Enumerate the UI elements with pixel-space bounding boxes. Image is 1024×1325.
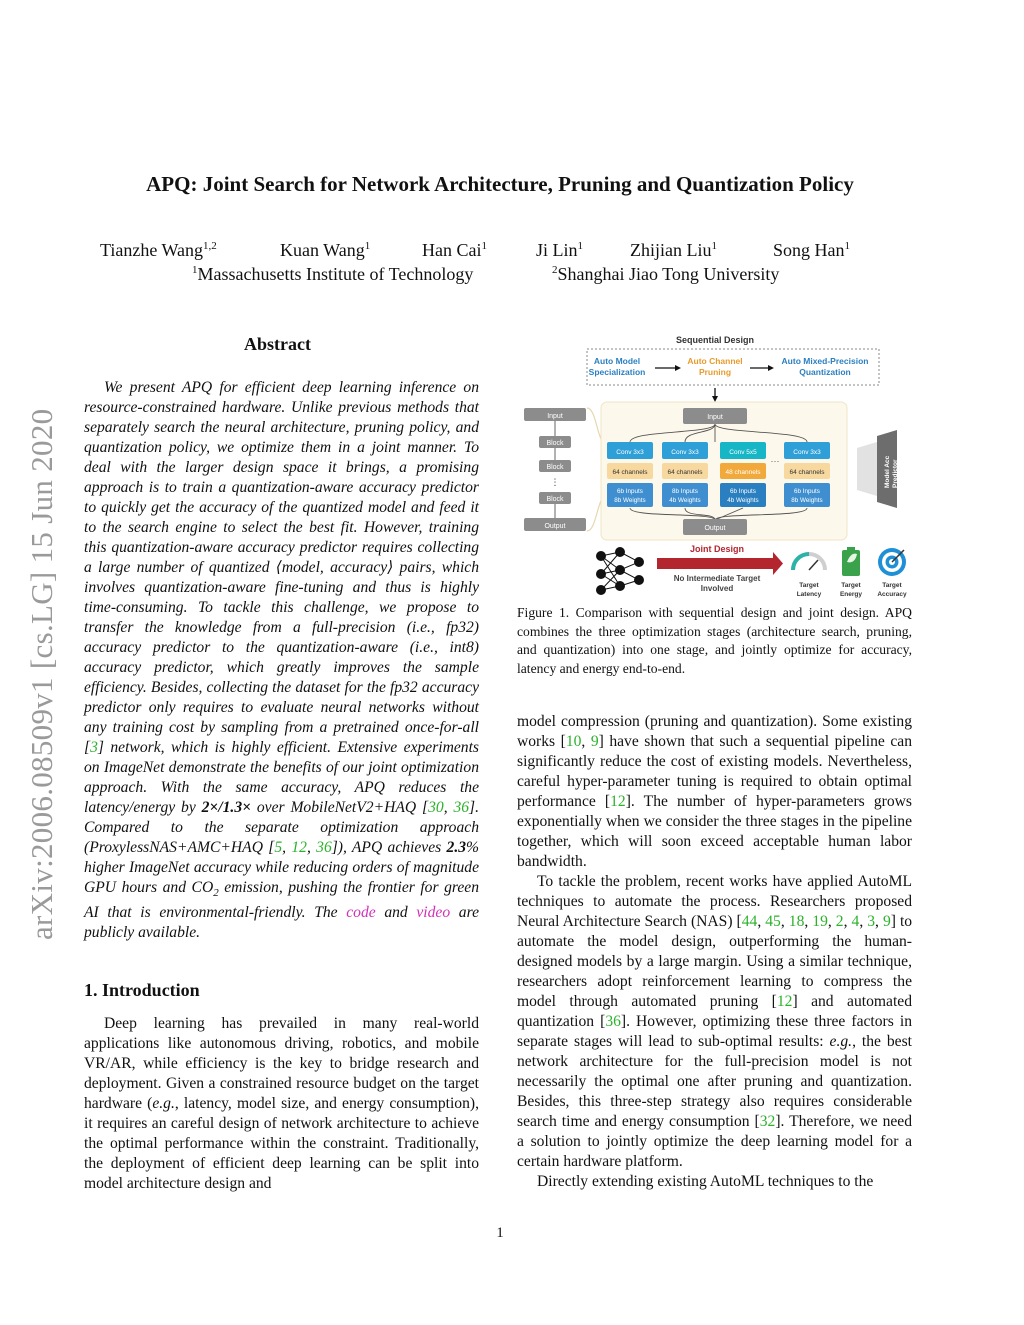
channel-label: 64 channels xyxy=(612,469,648,476)
citation-link[interactable]: 19 xyxy=(812,913,828,930)
author: Tianzhe Wang$^{1,2}$ xyxy=(100,240,217,260)
net-block-label: Block xyxy=(546,440,564,447)
target-energy-label: Target xyxy=(841,582,861,589)
conv-label: Conv 5x5 xyxy=(729,449,757,456)
joint-design-label: Joint Design xyxy=(689,544,745,554)
citation-link[interactable]: 10 xyxy=(565,733,582,750)
predictor-label-2: Predictor xyxy=(892,459,899,488)
citation-link[interactable]: 12 xyxy=(291,839,307,856)
conv-label: Conv 3x3 xyxy=(671,449,699,456)
stage-mixed-precision-2: Quantization xyxy=(799,367,851,377)
net-dots: ⋮ xyxy=(550,477,560,487)
net-input-label: Input xyxy=(547,413,563,420)
affiliation: $^1$Massachusetts Institute of Technology xyxy=(192,264,474,284)
no-intermediate-label: No Intermediate Target xyxy=(673,574,761,583)
net-block-label: Block xyxy=(546,464,564,471)
sequential-title: Sequential Design xyxy=(675,335,755,345)
target-icon xyxy=(878,548,906,576)
block-input-label: Input xyxy=(707,414,723,421)
page-number: 1 xyxy=(496,1225,504,1241)
channel-label: 64 channels xyxy=(667,469,703,476)
figure-1-diagram xyxy=(517,330,912,600)
citation-link[interactable]: 2 xyxy=(835,913,844,930)
choice-column-2 xyxy=(662,442,708,507)
citation-link[interactable]: 12 xyxy=(776,993,793,1010)
citation-link[interactable]: 36 xyxy=(605,1013,621,1030)
paper-title: APQ: Joint Search for Network Architecture, Pruning and Quantization Policy xyxy=(146,172,854,196)
citation-link[interactable]: 4 xyxy=(851,913,860,930)
citation-link[interactable]: 9 xyxy=(590,733,599,750)
citation-link[interactable]: 36 xyxy=(453,799,470,816)
intro-heading: 1. Introduction xyxy=(84,980,200,1000)
bits-weight-label: 8b Weights xyxy=(614,497,646,504)
target-energy-label-2: Energy xyxy=(839,591,863,598)
choice-column-3-selected xyxy=(720,442,766,507)
bits-weight-label: 8b Weights xyxy=(791,497,823,504)
citation-link[interactable]: 32 xyxy=(759,1113,776,1130)
net-output-label: Output xyxy=(544,523,566,530)
bits-input-label: 6b Inputs xyxy=(617,488,643,495)
choice-column-1 xyxy=(607,442,653,507)
bits-input-label: 6b Inputs xyxy=(730,488,756,495)
author: Ji Lin$^1$ xyxy=(536,240,584,260)
stage-model-specialization: Auto Model xyxy=(593,356,641,366)
citation-link[interactable]: 3 xyxy=(90,739,98,756)
author: Han Cai$^1$ xyxy=(422,240,487,260)
citation-link[interactable]: 30 xyxy=(428,799,444,816)
citation-link[interactable]: 36 xyxy=(316,839,332,856)
bits-input-label: 6b Inputs xyxy=(794,488,820,495)
stage-channel-pruning-2: Pruning xyxy=(698,367,732,377)
author: Song Han$^1$ xyxy=(773,240,850,260)
choice-column-4 xyxy=(784,442,830,507)
author: Kuan Wang$^1$ xyxy=(280,240,371,260)
citation-link[interactable]: 3 xyxy=(867,913,876,930)
battery-icon xyxy=(842,547,860,576)
citation-link[interactable]: 12 xyxy=(610,793,626,810)
stage-channel-pruning: Auto Channel xyxy=(687,356,743,366)
predictor-label: Model Acc xyxy=(884,455,891,488)
channel-label: 64 channels xyxy=(789,469,825,476)
citation-link[interactable]: 18 xyxy=(788,913,805,930)
stage-model-specialization-2: Specialization xyxy=(588,367,646,377)
net-block-label: Block xyxy=(546,496,564,503)
joint-design-arrow xyxy=(657,558,773,569)
channel-label: 48 channels xyxy=(725,469,761,476)
abstract-heading: Abstract xyxy=(244,334,311,354)
citation-link[interactable]: 5 xyxy=(274,839,283,856)
author: Zhijian Liu$^1$ xyxy=(630,240,717,260)
target-latency-label-2: Latency xyxy=(796,591,822,598)
neural-network-icon xyxy=(597,548,644,595)
no-intermediate-label-2: Involved xyxy=(700,584,734,593)
bits-input-label: 8b Inputs xyxy=(672,488,698,495)
code-link[interactable]: code xyxy=(346,904,376,922)
intro-body: Deep learning has prevailed in many real-world applications like autonomous driving, robotics, and mobile VR/AR, while efficiency is the key to bridge research and deployment. Given a constrained resource budget on the target hardware (e.g., latency, model size, and energy consumption), it requires an careful design of network architecture to achieve the optimal performance within the constraint. Traditionally, the deployment of efficient deep learning can be split into model architecture design and xyxy=(84,1015,479,1192)
citation-link[interactable]: 45 xyxy=(765,913,781,930)
target-latency-label: Target xyxy=(799,582,819,589)
bits-weight-label: 4b Weights xyxy=(669,497,701,504)
citation-link[interactable]: 44 xyxy=(741,913,758,930)
affiliation: $^2$Shanghai Jiao Tong University xyxy=(552,264,780,284)
gauge-icon xyxy=(793,554,825,570)
citation-link[interactable]: 9 xyxy=(882,913,891,930)
stage-mixed-precision: Auto Mixed-Precision xyxy=(781,356,869,366)
target-accuracy-label: Target xyxy=(882,582,902,589)
target-accuracy-label-2: Accuracy xyxy=(877,591,907,598)
conv-label: Conv 3x3 xyxy=(616,449,644,456)
block-output-label: Output xyxy=(704,525,726,532)
arxiv-watermark: arXiv:2006.08509v1 [cs.LG] 15 Jun 2020 xyxy=(24,408,59,940)
figure-caption: Figure 1. Comparison with sequential design and joint design. APQ combines the three optimization stages (architecture search, pruning, and quantization) into one stage, and jointly optimize for accuracy, latency and energy end-to-end. xyxy=(517,605,912,676)
abstract-body: We present APQ for efficient deep learning inference on resource-constrained hardware. Unlike previous methods that separately search the neural architecture, pruning policy, and quantization policy, we optimize them in a joint manner. To deal with the larger design space it brings, a promising approach is to train a quantization-aware accuracy predictor to quickly get the accuracy of the quantized model and feed it to the search engine to select the best fit. However, training this quantization-aware accuracy predictor requires collecting a large number of quantized ⟨model, accuracy⟩ pairs, which involves quantization-aware fine-tuning and thus is highly time-consuming. To tackle this challenge, we propose to transfer the knowledge from a full-precision (i.e., fp32) accuracy predictor to the quantization-aware (i.e., int8) accuracy predictor, which greatly improves the sample efficiency. Besides, collecting the dataset for the fp32 accuracy predictor only requires to evaluate neural networks without any training cost by sampling from a pretrained once-for-all [3] network, which is highly efficient. Extensive experiments on ImageNet demonstrate the benefits of our joint optimization approach. With the same accuracy, APQ reduces the latency/energy by 2×/1.3× over MobileNetV2+HAQ [30, 36]. Compared to the separate optimization approach (ProxylessNAS+AMC+HAQ [5, 12, 36]), APQ achieves 2.3% higher ImageNet accuracy while reducing orders of magnitude GPU hours and $CO_2$ emission, pushing the frontier for green AI that is environmental-friendly. The code and video are publicly available. xyxy=(84,379,480,942)
video-link[interactable]: video xyxy=(416,904,451,922)
bits-weight-label: 4b Weights xyxy=(727,497,759,504)
right-column-body: model compression (pruning and quantization). Some existing works [10, 9] have shown that such a sequential pipeline can significantly reduce the cost of existing models. Nevertheless, careful hyper-parameter tuning is required to obtain optimal performance [12]. The number of hyper-parameters grows exponentially when we consider the three stages in the pipeline together, which will soon exceed acceptable human labor bandwidth. To tackle the problem, recent works have applied AutoML techniques to automate the process. Researchers proposed Neural Architecture Search (NAS) [44, 45, 18, 19, 2, 4, 3, 9] to automate the model design, outperforming the human-designed models by a large margin. Using a similar technique, researchers adopt reinforcement learning to compress the model through automated pruning [12] and automated quantization [36]. However, optimizing these three factors in separate stages will lead to sub-optimal results: e.g., the best network architecture for the full-precision model is not necessarily the optimal one after pruning and quantization. Besides, this three-step strategy also requires considerable search time and energy consumption [32]. Therefore, we need a solution to jointly optimize the deep learning model for a certain hardware platform. Directly extending existing AutoML techniques to the xyxy=(517,713,913,1190)
conv-label: Conv 3x3 xyxy=(793,449,821,456)
choice-ellipsis: ··· xyxy=(770,456,780,466)
